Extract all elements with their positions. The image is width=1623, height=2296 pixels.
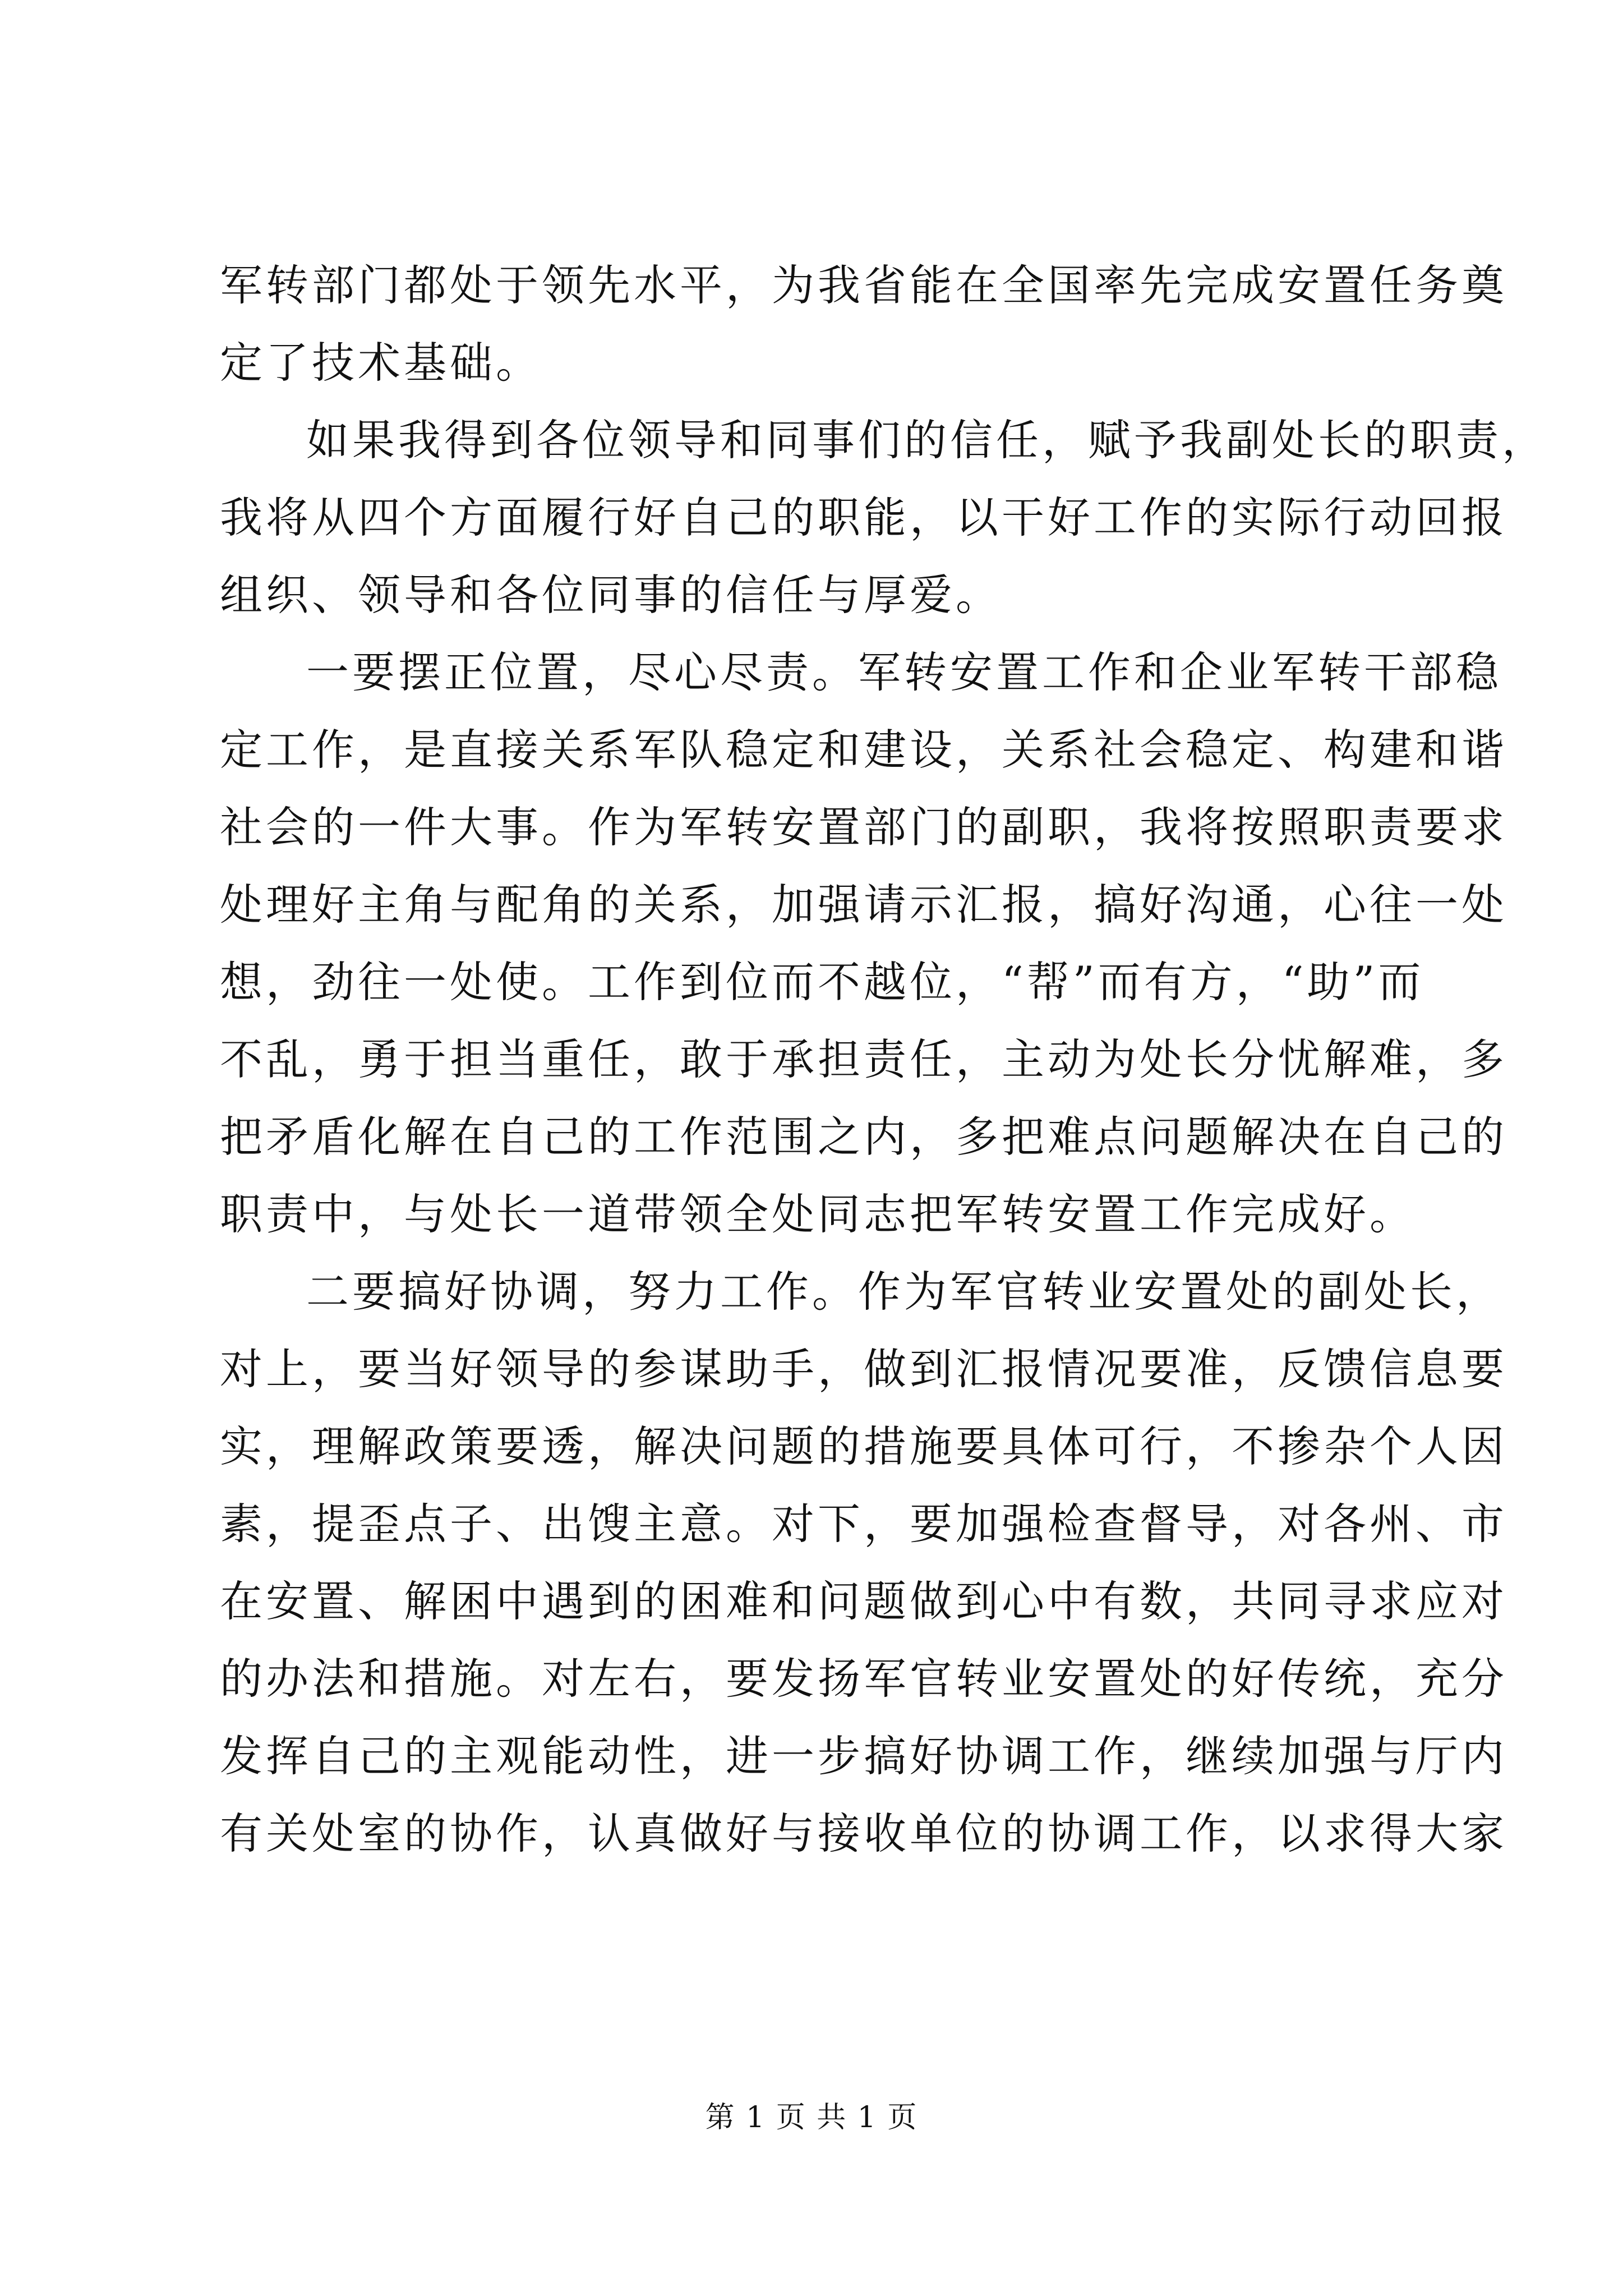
- text-line: 不乱，勇于担当重任，敢于承担责任，主动为处长分忧解难，多: [220, 1034, 1507, 1084]
- paragraph-start-line: 如果我得到各位领导和同事们的信任，赋予我副处长的职责，: [306, 415, 1548, 465]
- text-line: 的办法和措施。对左右，要发扬军官转业安置处的好传统，充分: [220, 1654, 1507, 1704]
- text-line: 把矛盾化解在自己的工作范围之内，多把难点问题解决在自己的: [220, 1112, 1507, 1162]
- page-footer: 第 1 页 共 1 页: [705, 2101, 918, 2134]
- text-line: 我将从四个方面履行好自己的职能，以干好工作的实际行动回报: [220, 493, 1507, 542]
- text-line: 处理好主角与配角的关系，加强请示汇报，搞好沟通，心往一处: [220, 880, 1507, 930]
- body-text: [220, 247, 1548, 1872]
- text-line: 对上，要当好领导的参谋助手，做到汇报情况要准，反馈信息要: [220, 1344, 1507, 1394]
- text-line: 有关处室的协作，认真做好与接收单位的协调工作，以求得大家: [220, 1809, 1507, 1858]
- text-line: 定工作，是直接关系军队稳定和建设，关系社会稳定、构建和谐: [220, 725, 1507, 775]
- paragraph-start-line: 二要搞好协调，努力工作。作为军官转业安置处的副处长，: [306, 1267, 1502, 1317]
- text-line: 发挥自己的主观能动性，进一步搞好协调工作，继续加强与厅内: [220, 1731, 1507, 1781]
- text-line: 素，提歪点子、出馊主意。对下，要加强检查督导，对各州、市: [220, 1499, 1507, 1549]
- text-line: 定了技术基础。: [220, 338, 542, 388]
- paragraph-start-line: 一要摆正位置，尽心尽责。军转安置工作和企业军转干部稳: [306, 647, 1502, 697]
- text-line: 实，理解政策要透，解决问题的措施要具体可行，不掺杂个人因: [220, 1421, 1507, 1471]
- text-line: 组织、领导和各位同事的信任与厚爱。: [220, 570, 1002, 620]
- text-line: 想，劲往一处使。工作到位而不越位，“帮”而有方，“助”而: [220, 957, 1424, 1007]
- text-line: 职责中，与处长一道带领全处同志把军转安置工作完成好。: [220, 1189, 1415, 1239]
- text-line: 在安置、解困中遇到的困难和问题做到心中有数，共同寻求应对: [220, 1576, 1507, 1626]
- text-line: 军转部门都处于领先水平，为我省能在全国率先完成安置任务奠: [220, 260, 1507, 310]
- text-line: 社会的一件大事。作为军转安置部门的副职，我将按照职责要求: [220, 802, 1507, 852]
